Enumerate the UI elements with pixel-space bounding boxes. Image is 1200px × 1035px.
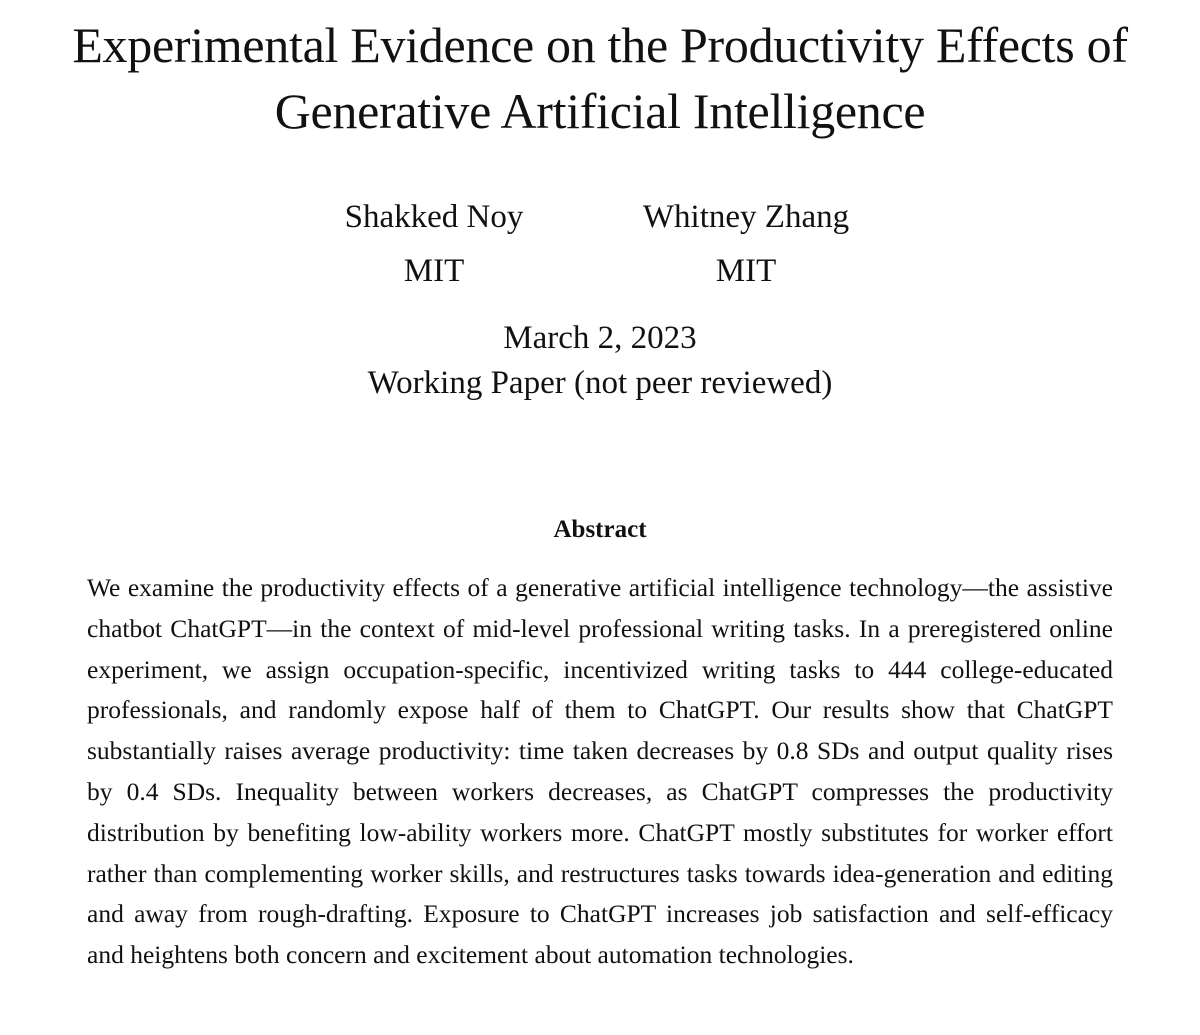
paper-title: Experimental Evidence on the Productivity Effects of Generative Artificial Intelligence [72,17,1128,139]
author-2-affiliation: MIT [715,253,777,289]
paper-date: March 2, 2023 [503,320,697,356]
abstract-text: We examine the productivity effects of a generative artificial intelligence technology—the assistive chatbot ChatGPT—in the context of mid-level professional writing tasks. In a preregistered online experiment, we assign occupation-specific, incentivized writing tasks to 444 college-educated professionals, and randomly expose half of them to ChatGPT. Our results show that ChatGPT substantially raises average productivity: time taken decreases by 0.8 SDs and output quality rises by 0.4 SDs. Inequality between workers decreases, as ChatGPT compresses the productivity distribution by benefiting low-ability workers more. ChatGPT mostly substitutes for worker effort rather than complementing worker skills, and restructures tasks towards idea-generation and editing and away from rough-drafting. Exposure to ChatGPT increases job satisfaction and self-efficacy and heightens both concern and excitement about automation technologies. [87,573,1113,970]
author-1-affiliation: MIT [403,253,465,289]
paper-status: Working Paper (not peer reviewed) [367,365,833,401]
abstract-heading: Abstract [553,516,647,543]
author-2 [596,190,896,298]
paper-meta [0,316,1200,406]
author-1 [284,190,584,298]
author-2-name: Whitney Zhang [642,199,850,235]
author-1-name: Shakked Noy [344,199,524,235]
